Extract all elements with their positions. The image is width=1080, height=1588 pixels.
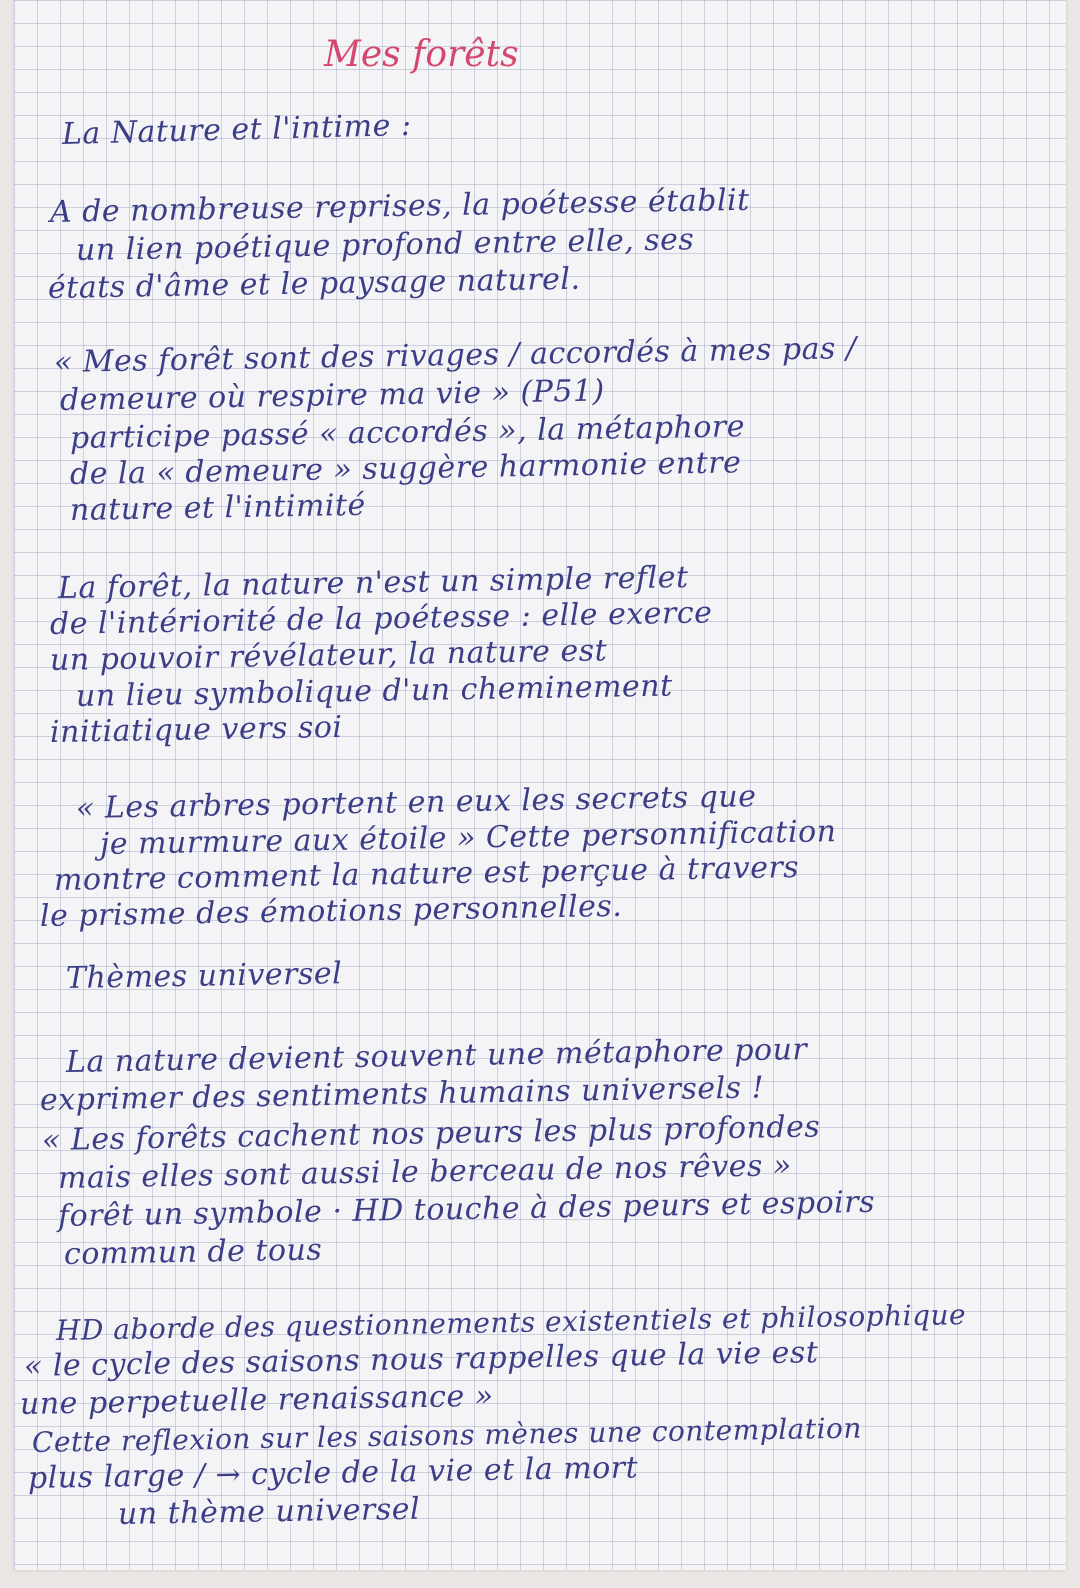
text-line: un lien poétique profond entre elle, ses — [75, 222, 695, 268]
text-line: de la « demeure » suggère harmonie entre — [69, 445, 742, 492]
quote-line: mais elles sont aussi le berceau de nos rêves » — [57, 1148, 793, 1196]
text-line: de l'intériorité de la poétesse : elle exerce — [49, 595, 713, 642]
page-title: Mes forêts — [324, 34, 519, 75]
text-line: états d'âme et le paysage naturel. — [47, 261, 581, 306]
section-heading-themes: Thèmes universel — [65, 956, 343, 996]
section-heading-nature: La Nature et l'intime : — [61, 107, 412, 152]
text-line: un thème universel — [117, 1491, 421, 1532]
text-line: exprimer des sentiments humains universels ! — [39, 1070, 765, 1118]
text-line: un pouvoir révélateur, la nature est — [49, 633, 608, 678]
quote-line: une perpetuelle renaissance » — [19, 1378, 494, 1422]
text-line: La nature devient souvent une métaphore pour — [65, 1032, 808, 1080]
text-line: commun de tous — [63, 1232, 323, 1272]
quote-line: « Mes forêt sont des rivages / accordés à mes pas / — [53, 330, 857, 380]
text-line: plus large / → cycle de la vie et la mort — [27, 1450, 639, 1496]
text-line: Cette reflexion sur les saisons mènes une contemplation — [31, 1411, 863, 1459]
quote-line: « Les forêts cachent nos peurs les plus profondes — [41, 1109, 821, 1158]
text-line: forêt un symbole · HD touche à des peurs et espoirs — [57, 1184, 876, 1234]
grid-paper-sheet — [14, 0, 1066, 1570]
quote-line: « Les arbres portent en eux les secrets que — [75, 779, 757, 826]
text-line: A de nombreuse reprises, la poétesse établit — [49, 182, 750, 230]
text-line: HD aborde des questionnements existentiels et philosophique — [55, 1298, 967, 1347]
text-line: montre comment la nature est perçue à travers — [53, 849, 800, 898]
text-line: La forêt, la nature n'est un simple reflet — [57, 559, 689, 606]
text-line: initiatique vers soi — [49, 709, 343, 750]
text-line: participe passé « accordés », la métaphore — [69, 409, 746, 456]
text-line: nature et l'intimité — [69, 487, 367, 528]
text-line: le prisme des émotions personnelles. — [39, 888, 623, 934]
quote-line: je murmure aux étoile » Cette personnification — [99, 814, 837, 862]
quote-line: « le cycle des saisons nous rappelles que la vie est — [23, 1335, 819, 1384]
quote-line: demeure où respire ma vie » (P51) — [59, 373, 606, 418]
text-line: un lieu symbolique d'un cheminement — [75, 668, 673, 714]
